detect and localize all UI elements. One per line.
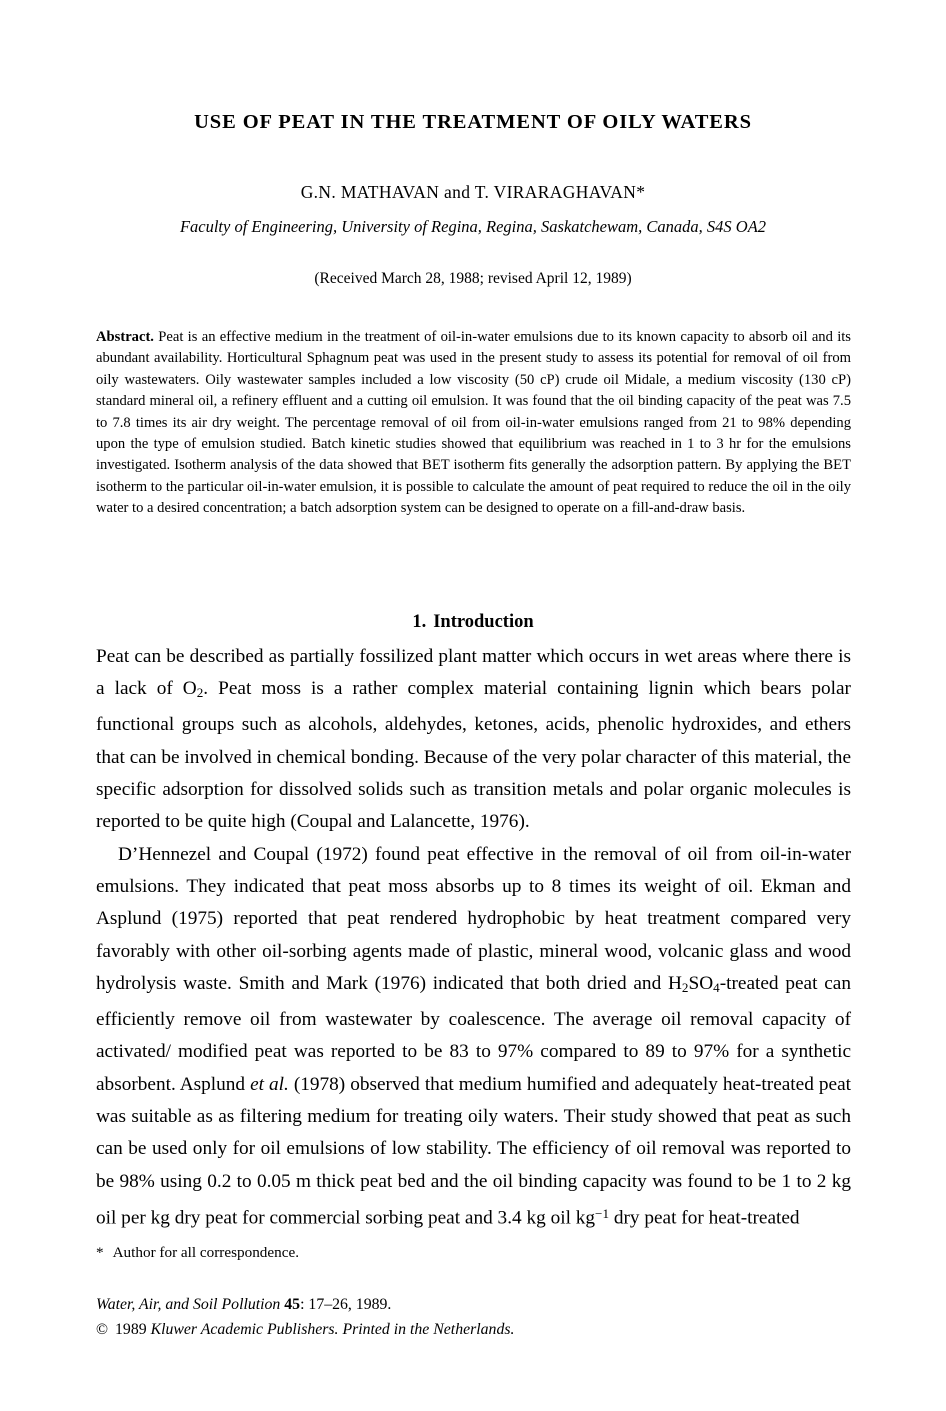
body-content [96,641,851,1235]
journal-title: Water, Air, and Soil Pollution [96,1296,281,1313]
journal-volume: 45 [284,1296,301,1313]
publisher-name: Kluwer Academic Publishers. Printed in the Netherlands. [150,1320,515,1338]
section-title: Introduction [433,612,534,633]
paragraph-1-part-b: . Peat moss is a rather complex material containing lignin which bears polar functional groups such as alcohols, aldehydes, ketones, acids, phenolic hydroxides, and ethers that can be involved in chemical bonding. Because of the very polar character of this material, the specific adsorption for dissolved solids such as transition metals and polar organic molecules is reported to be quite high (Coupal and Lalancette, 1976). [96,678,851,833]
footnote [96,1243,851,1263]
paragraph-2-part-a: D’Hennezel and Coupal (1972) found peat effective in the removal of oil from oil-in-water emulsions. They indicated that peat moss absorbs up to 8 times its weight of oil. Ekman and Asplund (1975) reported that peat rendered hydrophobic by heat treatment compared very favorably with other oil-sorbing agents made of plastic, mineral wood, volcanic glass and wood hydrolysis waste. Smith and Mark (1976) indicated that both dried and H [96,843,851,994]
section-number: 1. [412,612,427,633]
abstract [96,327,851,520]
abstract-label: Abstract. [96,329,154,345]
superscript-kg-inverse: −1 [595,1205,609,1221]
paragraph-2-part-b: SO [688,972,714,994]
journal-footer [96,1293,851,1342]
abstract-body: Peat is an effective medium in the treatment of oil-in-water emulsions due to its known capacity to absorb oil and its abundant availability. Horticultural Sphagnum peat was used in the present study to assess its potential for removal of oil from oily wastewaters. Oily wastewater samples included a low viscosity (50 cP) crude oil Midale, a medium viscosity (130 cP) standard mineral oil, a refinery effluent and a cutting oil emulsion. It was found that the oil binding capacity of the peat was 7.5 to 7.8 times its air dry weight. The percentage removal of oil from oil-in-water emulsions ranged from 21 to 98% depending upon the type of emulsion studied. Batch kinetic studies showed that equilibrium was reached in 1 to 3 hr for the emulsions investigated. Isotherm analysis of the data showed that BET isotherm fits generally the adsorption pattern. By applying the BET isotherm to the particular oil-in-water emulsion, it is possible to calculate the amount of peat required to reduce the oil in the oily water to a desired concentration; a batch adsorption system can be designed to operate on a fill-and-draw basis. [96,329,851,517]
journal-citation-line [96,1293,851,1318]
received-date: (Received March 28, 1988; revised April 12, 1989) [314,270,632,287]
copyright-year: 1989 [115,1320,147,1338]
paragraph-2-part-d: (1978) observed that medium humified and adequately heat-treated peat was suitable as as filtering medium for treating oily waters. Their study showed that peat as such can be used only for oil emulsions of low stability. The efficiency of oil removal was reported to be 98% using 0.2 to 0.05 m thick peat bed and the oil binding capacity was found to be 1 to 2 kg oil per kg dry peat for commercial sorbing peat and 3.4 kg oil kg [96,1073,851,1229]
copyright-icon: © [96,1320,109,1338]
citation-et-al: et al. [250,1073,289,1095]
page-title: USE OF PEAT IN THE TREATMENT OF OILY WATERS [194,110,752,133]
subscript-oxygen-2: 2 [196,685,204,701]
section-heading-introduction [0,612,946,633]
affiliation: Faculty of Engineering, University of Regina, Regina, Saskatchewam, Canada, S4S OA2 [179,217,767,236]
copyright-line [96,1318,851,1343]
footnote-marker: * [96,1244,104,1261]
paragraph-2 [96,839,851,1235]
journal-pages: : 17–26, 1989. [300,1296,392,1313]
paragraph-2-part-c: -treated peat can efficiently remove oil from wastewater by coalescence. The average oil removal capacity of activated/ modified peat was reported to be 83 to 97% compared to 89 to 97% for a synthetic absorbent. Asplund [96,972,851,1095]
footnote-text: Author for all correspondence. [112,1244,299,1261]
paragraph-1-part-a: Peat can be described as partially fossilized plant matter which occurs in wet areas where there is a lack of O [96,646,851,700]
paragraph-1 [96,641,851,839]
paragraph-2-part-e: dry peat for heat-treated [609,1207,800,1229]
subscript-hydrogen-2: 2 [681,979,689,995]
author-list: G.N. MATHAVAN and T. VIRARAGHAVAN* [300,182,646,202]
subscript-oxygen-4: 4 [713,979,720,995]
